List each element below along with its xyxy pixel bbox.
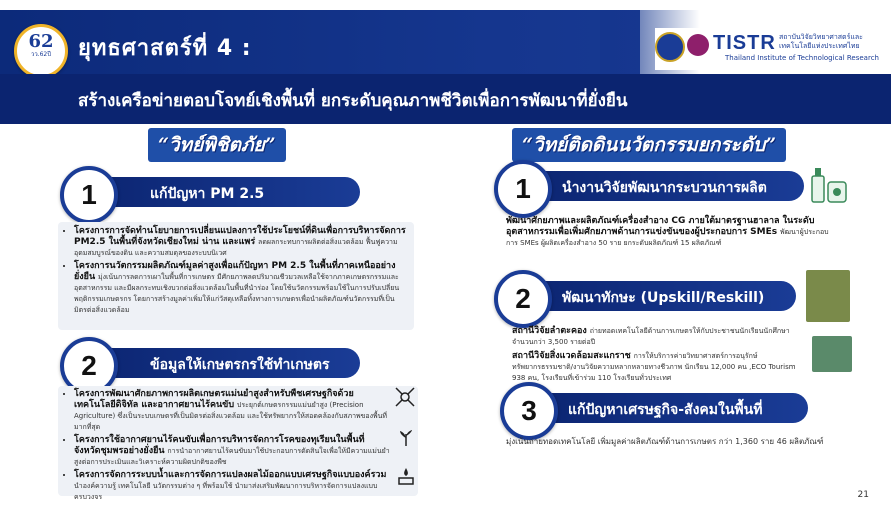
tistr-logo <box>655 28 881 70</box>
right-section-1-badge <box>494 160 552 218</box>
left-section-2-number: 2 <box>81 350 97 381</box>
station-photo <box>806 270 850 322</box>
station-line <box>512 351 806 384</box>
item-detail: ลดผลกระทบการผลิตต่อสิ่งแวดล้อม ฟื้นฟูความอุดมสมบูรณ์ของดิน และความสมดุลของระบบนิเวศ <box>74 238 398 257</box>
item-title: โครงการการจัดทำนโยบายการเปลี่ยนแปลงการใช้ประโยชน์ที่ดินเพื่อการบริหารจัดการ PM2.5 ในพื้นที่จังหวัดเชียงใหม่ น่าน และแพร่ <box>74 226 406 247</box>
item-detail: ประยุกต์เกษตรกรรมแม่นยำสูง (Precision Agriculture) ซึ่งเป็นระบบเกษตรที่เป็นมิตรต่อสิ่งแวดล้อม และใช้ทรัพยากรให้สอดคล้องกับสภาพของพื้นที่มากที่สุด <box>74 401 388 431</box>
left-section-1-badge <box>60 166 118 224</box>
right-section-2-label: พัฒนาทักษะ (Upskill/Reskill) <box>562 290 765 306</box>
page-number: 21 <box>857 490 869 500</box>
item-detail: มุ่งเน้นการลดการเผาในพื้นที่การเกษตร มีศักยภาพลดปริมาณชีวมวลเหลือใช้จากภาคเกษตรกรรมและอุตสาหกรรม และมีผลกระทบเชิงบวกต่อสิ่งแวดล้อมในพื้นที่นำร่อง โดยใช้นวัตกรรมพร้อมใช้ในการปรับเปลี่ยนพฤติกรรมเกษตรกร โดยการสร้างมูลค่าเพิ่มให้แก่วัสดุเหลือทิ้งทางการเกษตรเพื่อนำผลิตภัณฑ์นวัตกรรมที่เป็นมิตรต่อสิ่งแวดล้อม <box>74 273 400 314</box>
left-section-1-header <box>80 177 360 207</box>
left-section-2-list <box>60 389 390 505</box>
right-column-title: “วิทย์ติดดินนวัตกรรมยกระดับ” <box>512 128 786 162</box>
station-detail: การให้บริการค่ายวิทยาศาสตร์การอนุรักษ์ทรัพยากรธรรมชาติ/งานวิจัยความหลากหลายทางชีวภาพ นักเรียน 12,000 คน ,ECO Tourism 938 คน, โรงเรียนที่เข้าร่วม 110 โรงเรียนทั่วประเทศ <box>512 352 796 382</box>
royal-seal-icon <box>655 32 685 62</box>
right-section-3-body <box>506 436 826 448</box>
right-section-1-body <box>506 216 836 249</box>
section-1-title: พัฒนาศักยภาพและผลิตภัณฑ์เครื่องสำอาง CG ภายใต้มาตรฐานฮาลาล ในระดับอุตสาหกรรมเพื่อเพิ่มศักยภาพด้านการแข่งขันของผู้ประกอบการ SMEs <box>506 216 815 237</box>
left-section-1-number: 1 <box>81 179 97 210</box>
left-column-title: “วิทย์พิชิตภัย” <box>148 128 286 162</box>
right-section-2-badge <box>494 270 552 328</box>
anniversary-logo <box>14 24 68 78</box>
subtitle-text: สร้างเครือข่ายตอบโจทย์เชิงพื้นที่ ยกระดับคุณภาพชีวิตเพื่อการพัฒนาที่ยั่งยืน <box>78 91 628 111</box>
anniversary-sub: วว.62ปี <box>30 51 52 58</box>
nature-photo <box>812 336 852 372</box>
crop-icon <box>396 428 416 452</box>
right-section-2-body <box>512 326 806 384</box>
left-section-2-label: ข้อมูลให้เกษตรกรใช้ทำเกษตร <box>150 357 330 373</box>
tistr-brand: TISTR <box>713 32 776 54</box>
section-1-detail: พัฒนาผู้ประกอบการ SMEs ผู้ผลิตเครื่องสำอาง 50 ราย ยกระดับผลิตภัณฑ์ 15 ผลิตภัณฑ์ <box>506 228 829 247</box>
station-name: สถานีวิจัยสิ่งแวดล้อมสะแกราช <box>512 351 631 361</box>
item-title: โครงการพัฒนาศักยภาพการผลิตเกษตรแม่นยำสูงสำหรับพืชเศรษฐกิจด้วยเทคโนโลยีดิจิทัล และอากาศยานไร้คนขับ <box>74 389 354 410</box>
list-item <box>74 226 406 259</box>
list-item <box>74 389 390 433</box>
strategy-title: ยุทธศาสตร์ที่ 4 : <box>78 36 252 61</box>
left-section-1-list <box>60 226 406 318</box>
anniversary-number: 62 <box>28 31 54 52</box>
item-detail: นำองค์ความรู้ เทคโนโลยี นวัตกรรมต่าง ๆ ที่พร้อมใช้ นำมาส่งเสริมพัฒนาการบริหารจัดการแปลงแบบครบวงจร <box>74 482 378 501</box>
ministry-seal-icon <box>687 34 709 56</box>
right-section-3-badge <box>500 382 558 440</box>
item-title: โครงการจัดการระบบน้ำและการจัดการแปลงผลไม้ออกแบบเศรษฐกิจแบบองค์รวม <box>74 470 387 480</box>
right-section-3-header <box>526 393 808 423</box>
tistr-thai-name: สถาบันวิจัยวิทยาศาสตร์และเทคโนโลยีแห่งประเทศไทย <box>779 33 863 50</box>
left-section-2-header <box>80 348 360 378</box>
station-detail: ถ่ายทอดเทคโนโลยีด้านการเกษตรให้กับประชาชนนักเรียนนักศึกษา จำนวนกว่า 3,500 รายต่อปี <box>512 327 790 346</box>
subtitle-band <box>0 74 891 124</box>
right-section-3-label: แก้ปัญหาเศรษฐกิจ-สังคมในพื้นที่ <box>568 402 763 418</box>
irrigation-icon <box>396 466 416 490</box>
item-title: โครงการนวัตกรรมผลิตภัณฑ์มูลค่าสูงเพื่อแก้ปัญหา PM 2.5 ในพื้นที่ภาคเหนืออย่างยั่งยืน <box>74 261 396 282</box>
right-section-2-number: 2 <box>515 283 531 314</box>
right-section-1-label: นำงานวิจัยพัฒนากระบวนการผลิต <box>562 180 767 196</box>
item-detail: การนำอากาศยานไร้คนขับมาใช้ประกอบการตัดสินใจเพื่อให้มีความแม่นยำสูงต่อการประเมินและวิเคราะห์ความผิดปกติของพืช <box>74 447 390 466</box>
right-section-1-header <box>520 171 804 201</box>
station-name: สถานีวิจัยลำตะคอง <box>512 326 587 336</box>
section-3-detail: มุ่งเน้นถ่ายทอดเทคโนโลยี เพิ่มมูลค่าผลิตภัณฑ์ด้านการเกษตร กว่า 1,360 ราย 46 ผลิตภัณฑ์ <box>506 437 824 446</box>
right-section-2-header <box>520 281 796 311</box>
list-item <box>74 470 390 503</box>
tistr-english-name: Thailand Institute of Technological Research <box>725 54 879 62</box>
cosmetics-icon <box>808 162 852 210</box>
right-section-1-number: 1 <box>515 173 531 204</box>
list-item <box>74 261 406 316</box>
item-title: โครงการใช้อากาศยานไร้คนขับเพื่อการบริหารจัดการโรคของทุเรียนในพื้นที่จังหวัดชุมพรอย่างยั่งยืน <box>74 435 365 456</box>
drone-icon <box>394 386 416 412</box>
right-section-3-number: 3 <box>521 395 537 426</box>
left-section-1-label: แก้ปัญหา PM 2.5 <box>150 186 265 202</box>
list-item <box>74 435 390 468</box>
station-line <box>512 326 806 348</box>
